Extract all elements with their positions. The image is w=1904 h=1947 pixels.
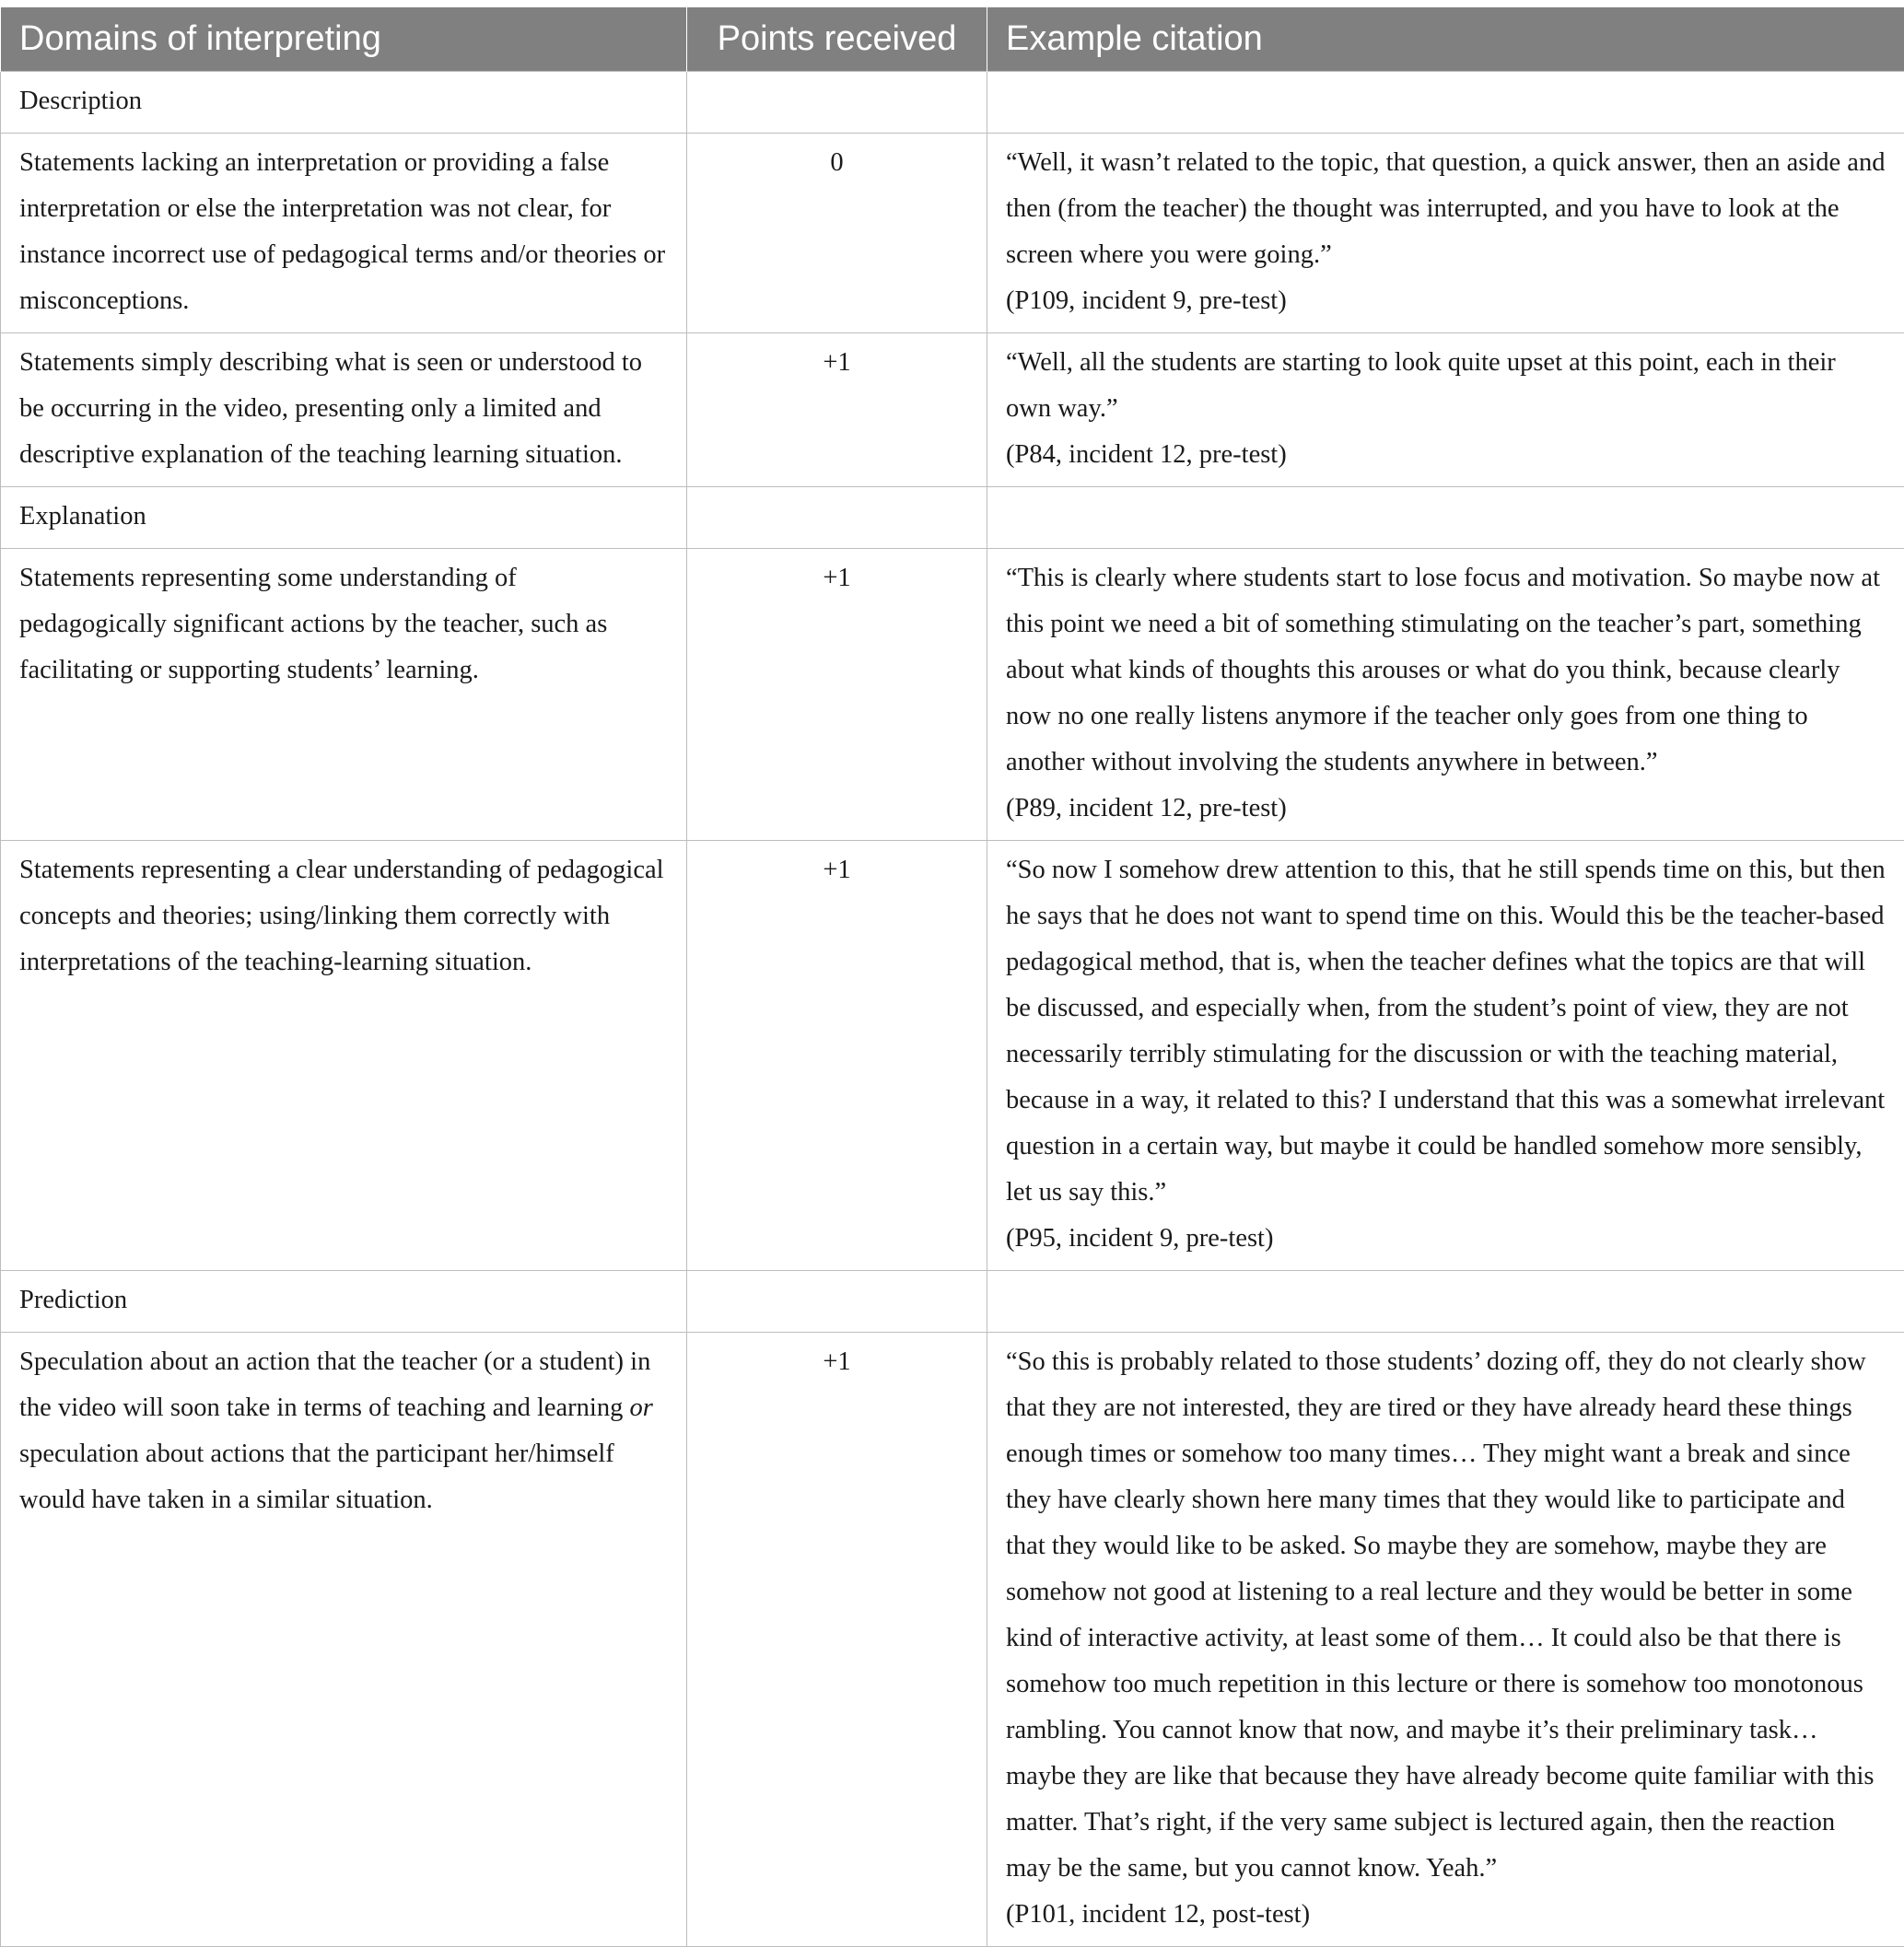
table-row [1, 333, 1904, 487]
citation-cell [987, 841, 1904, 1271]
header-points: Points received [687, 7, 987, 72]
interpretation-table-container [0, 7, 1904, 1947]
points-cell: +1 [687, 333, 987, 487]
section-empty-cell [987, 72, 1904, 134]
table-row [1, 1333, 1904, 1947]
points-cell: +1 [687, 841, 987, 1271]
citation-cell [987, 1333, 1904, 1947]
table-body [1, 72, 1904, 1947]
header-citation: Example citation [987, 7, 1904, 72]
citation-source: (P89, incident 12, pre-test) [1006, 786, 1886, 832]
section-row-prediction [1, 1271, 1904, 1333]
table-row [1, 134, 1904, 333]
section-empty-cell [687, 72, 987, 134]
points-cell: +1 [687, 549, 987, 841]
statement-text-part: Speculation about an action that the teacher (or a student) in the video will soon take in terms of teaching and learning [19, 1347, 650, 1422]
header-row [1, 7, 1904, 72]
citation-source: (P101, incident 12, post-test) [1006, 1892, 1886, 1938]
citation-quote: “Well, all the students are starting to look quite upset at this point, each in their own way.” [1006, 340, 1886, 432]
points-cell: +1 [687, 1333, 987, 1947]
citation-quote: “Well, it wasn’t related to the topic, that question, a quick answer, then an aside and then (from the teacher) the thought was interrupted, and you have to look at the screen where you were going.” [1006, 140, 1886, 278]
interpretation-domains-table [0, 7, 1904, 1947]
statement-cell: Statements representing a clear understanding of pedagogical concepts and theories; using/linking them correctly with interpretations of the teaching-learning situation. [1, 841, 687, 1271]
citation-quote: “So this is probably related to those students’ dozing off, they do not clearly show that they are not interested, they are tired or they have already heard these things enough times or somehow too many times… They might want a break and since they have clearly shown here many times that they would like to participate and that they would like to be asked. So maybe they are somehow, maybe they are somehow not good at listening to a real lecture and they would be better in some kind of interactive activity, at least some of them… It could also be that there is somehow too much repetition in this lecture or there is somehow too monotonous rambling. You cannot know that now, and maybe it’s their preliminary task… maybe they are like that because they have already become quite familiar with this matter. That’s right, if the very same subject is lectured again, then the reaction may be the same, but you cannot know. Yeah.” [1006, 1339, 1886, 1892]
citation-quote: “So now I somehow drew attention to this, that he still spends time on this, but then he says that he does not want to spend time on this. Would this be the teacher-based pedagogical method, that is, when the teacher defines what the topics are that will be discussed, and especially when, from the student’s point of view, they are not necessarily terribly stimulating for the discussion or with the teaching material, because in a way, it related to this? I understand that this was a somewhat irrelevant question in a certain way, but maybe it could be handled somehow more sensibly, let us say this.” [1006, 847, 1886, 1216]
section-empty-cell [687, 487, 987, 549]
citation-source: (P95, incident 9, pre-test) [1006, 1216, 1886, 1262]
section-row-explanation [1, 487, 1904, 549]
section-title: Explanation [1, 487, 687, 549]
section-title: Description [1, 72, 687, 134]
citation-source: (P84, incident 12, pre-test) [1006, 432, 1886, 478]
section-empty-cell [987, 487, 1904, 549]
statement-cell: Statements representing some understanding of pedagogically significant actions by the teacher, such as facilitating or supporting students’ learning. [1, 549, 687, 841]
statement-cell: Statements simply describing what is seen or understood to be occurring in the video, presenting only a limited and descriptive explanation of the teaching learning situation. [1, 333, 687, 487]
section-row-description [1, 72, 1904, 134]
section-empty-cell [987, 1271, 1904, 1333]
section-title: Prediction [1, 1271, 687, 1333]
statement-cell [1, 1333, 687, 1947]
citation-cell [987, 134, 1904, 333]
citation-source: (P109, incident 9, pre-test) [1006, 278, 1886, 324]
header-domains: Domains of interpreting [1, 7, 687, 72]
table-header [1, 7, 1904, 72]
table-row [1, 549, 1904, 841]
table-row [1, 841, 1904, 1271]
citation-cell [987, 333, 1904, 487]
citation-cell [987, 549, 1904, 841]
statement-cell: Statements lacking an interpretation or providing a false interpretation or else the interpretation was not clear, for instance incorrect use of pedagogical terms and/or theories or misconceptions. [1, 134, 687, 333]
points-cell: 0 [687, 134, 987, 333]
statement-text-part: speculation about actions that the participant her/himself would have taken in a similar situation. [19, 1440, 614, 1514]
statement-emphasis: or [629, 1393, 652, 1422]
citation-quote: “This is clearly where students start to lose focus and motivation. So maybe now at this point we need a bit of something stimulating on the teacher’s part, something about what kinds of thoughts this arouses or what do you think, because clearly now no one really listens anymore if the teacher only goes from one thing to another without involving the students anywhere in between.” [1006, 555, 1886, 786]
section-empty-cell [687, 1271, 987, 1333]
